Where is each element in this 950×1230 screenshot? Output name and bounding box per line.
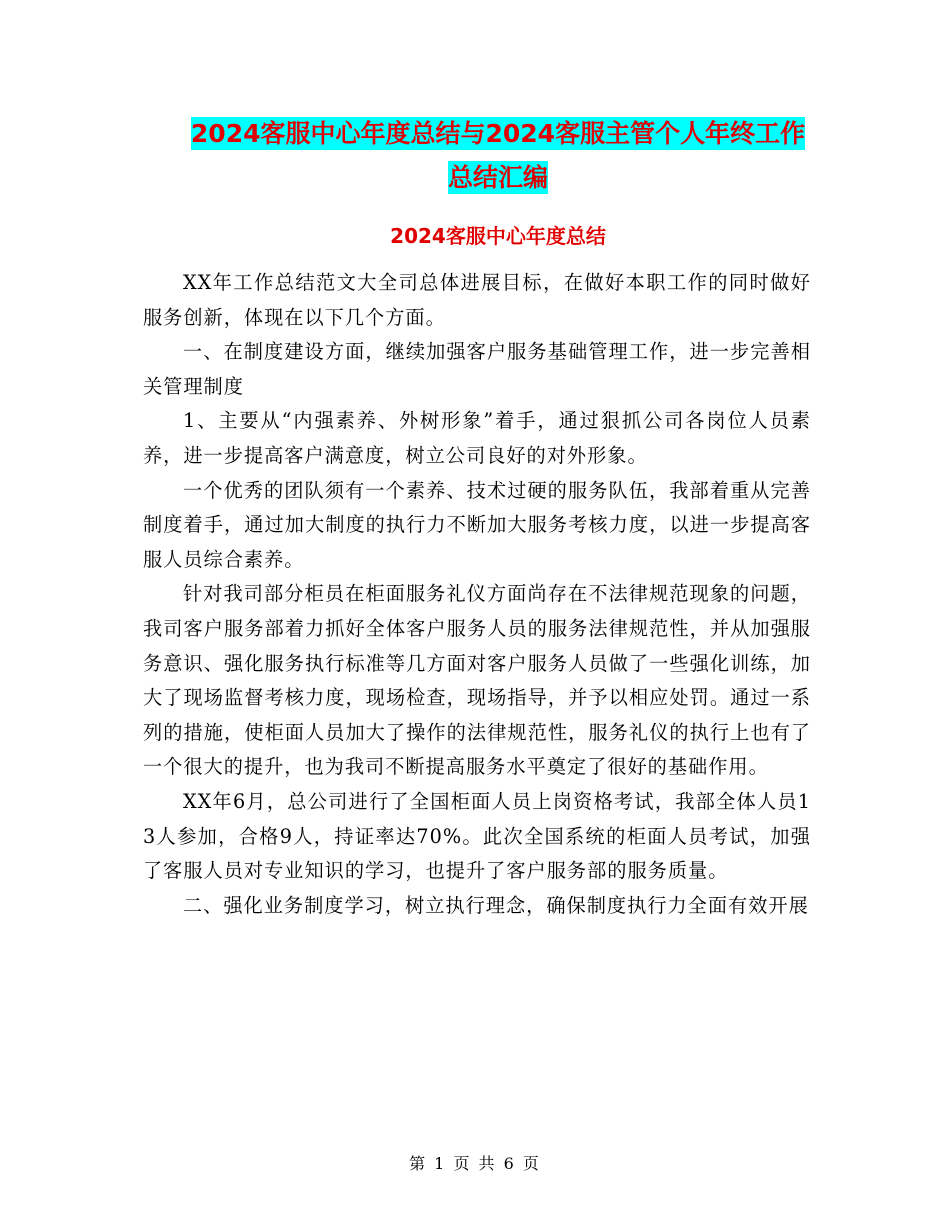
paragraph-6: XX年6月，总公司进行了全国柜面人员上岗资格考试，我部全体人员13人参加，合格9人，持证率达70%。此次全国系统的柜面人员考试，加强了客服人员对专业知识的学习，也提升了客户服务部的服务质量。 <box>143 789 811 883</box>
document-title <box>140 112 856 200</box>
paragraph-3: 1、主要从“内强素养、外树形象”着手，通过狠抓公司各岗位人员素养，进一步提高客户满意度，树立公司良好的对外形象。 <box>143 409 811 467</box>
paragraph-1: XX年工作总结范文大全司总体进展目标，在做好本职工作的同时做好服务创新，体现在以下几个方面。 <box>143 271 811 329</box>
document-title-line2: 总结汇编 <box>447 163 548 192</box>
paragraph-5: 针对我司部分柜员在柜面服务礼仪方面尚存在不法律规范现象的问题，我司客户服务部着力抓好全体客户服务人员的服务法律规范性，并从加强服务意识、强化服务执行标准等几方面对客户服务人员做了一些强化训练，加大了现场监督考核力度，现场检查，现场指导，并予以相应处罚。通过一系列的措施，使柜面人员加大了操作的法律规范性，服务礼仪的执行上也有了一个很大的提升，也为我司不断提高服务水平奠定了很好的基础作用。 <box>143 582 811 779</box>
paragraph-2: 一、在制度建设方面，继续加强客户服务基础管理工作，进一步完善相关管理制度 <box>143 340 811 398</box>
paragraph-7: 二、强化业务制度学习，树立执行理念，确保制度执行力全面有效开展 <box>183 893 809 917</box>
document-title-line1: 2024客服中心年度总结与2024客服主管个人年终工作 <box>190 119 806 148</box>
page-number-footer: 第 1 页 共 6 页 <box>409 1154 541 1173</box>
paragraph-4: 一个优秀的团队须有一个素养、技术过硬的服务队伍，我部着重从完善制度着手，通过加大制度的执行力不断加大服务考核力度，以进一步提高客服人员综合素养。 <box>143 478 811 571</box>
document-body <box>143 266 811 923</box>
section-title: 2024客服中心年度总结 <box>390 224 606 248</box>
